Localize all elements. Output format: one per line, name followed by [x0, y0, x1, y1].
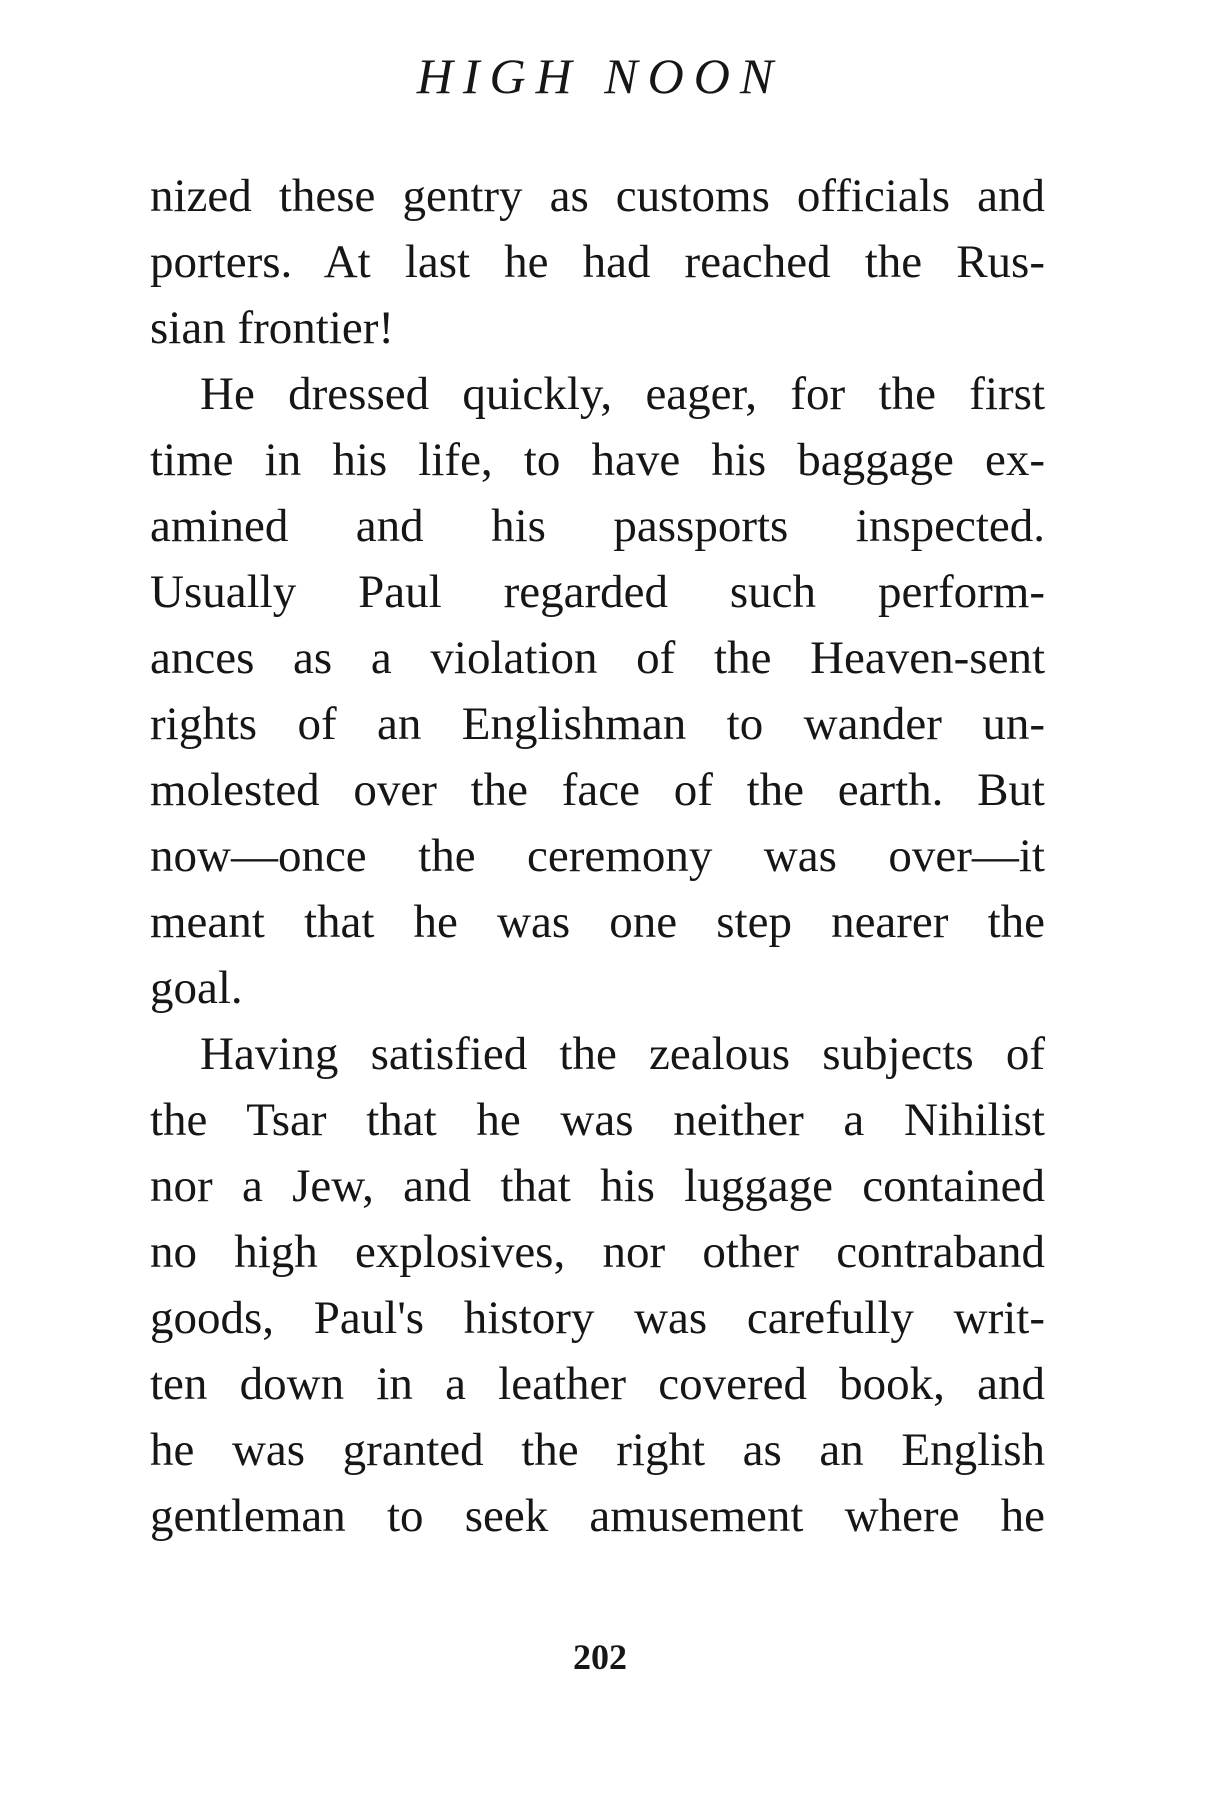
text-line: gentleman to seek amusement where he	[150, 1490, 1045, 1542]
text-line: time in his life, to have his baggage ex-	[150, 434, 1045, 486]
text-line: sian frontier!	[150, 302, 395, 354]
page-number: 202	[573, 1637, 627, 1677]
text-line: nized these gentry as customs officials and	[150, 170, 1045, 222]
text-line: he was granted the right as an English	[150, 1424, 1045, 1476]
text-line: porters. At last he had reached the Rus-	[150, 236, 1045, 288]
text-line: ten down in a leather covered book, and	[150, 1358, 1045, 1410]
text-line: Usually Paul regarded such perform-	[150, 566, 1045, 618]
text-line: Having satisfied the zealous subjects of	[200, 1028, 1045, 1080]
text-line: goods, Paul's history was carefully writ-	[150, 1292, 1045, 1344]
text-line: the Tsar that he was neither a Nihilist	[150, 1094, 1045, 1146]
running-head: HIGH NOON	[416, 48, 784, 104]
text-line: goal.	[150, 962, 243, 1014]
body-text	[150, 163, 1045, 1549]
text-line: ances as a violation of the Heaven-sent	[150, 632, 1045, 684]
text-line: meant that he was one step nearer the	[150, 896, 1045, 948]
text-line: now—once the ceremony was over—it	[150, 830, 1045, 882]
text-line: no high explosives, nor other contraband	[150, 1226, 1045, 1278]
text-line: nor a Jew, and that his luggage contained	[150, 1160, 1045, 1212]
text-line: amined and his passports inspected.	[150, 500, 1045, 552]
text-line: He dressed quickly, eager, for the first	[200, 368, 1045, 420]
text-line: rights of an Englishman to wander un-	[150, 698, 1045, 750]
text-line: molested over the face of the earth. But	[150, 764, 1045, 816]
